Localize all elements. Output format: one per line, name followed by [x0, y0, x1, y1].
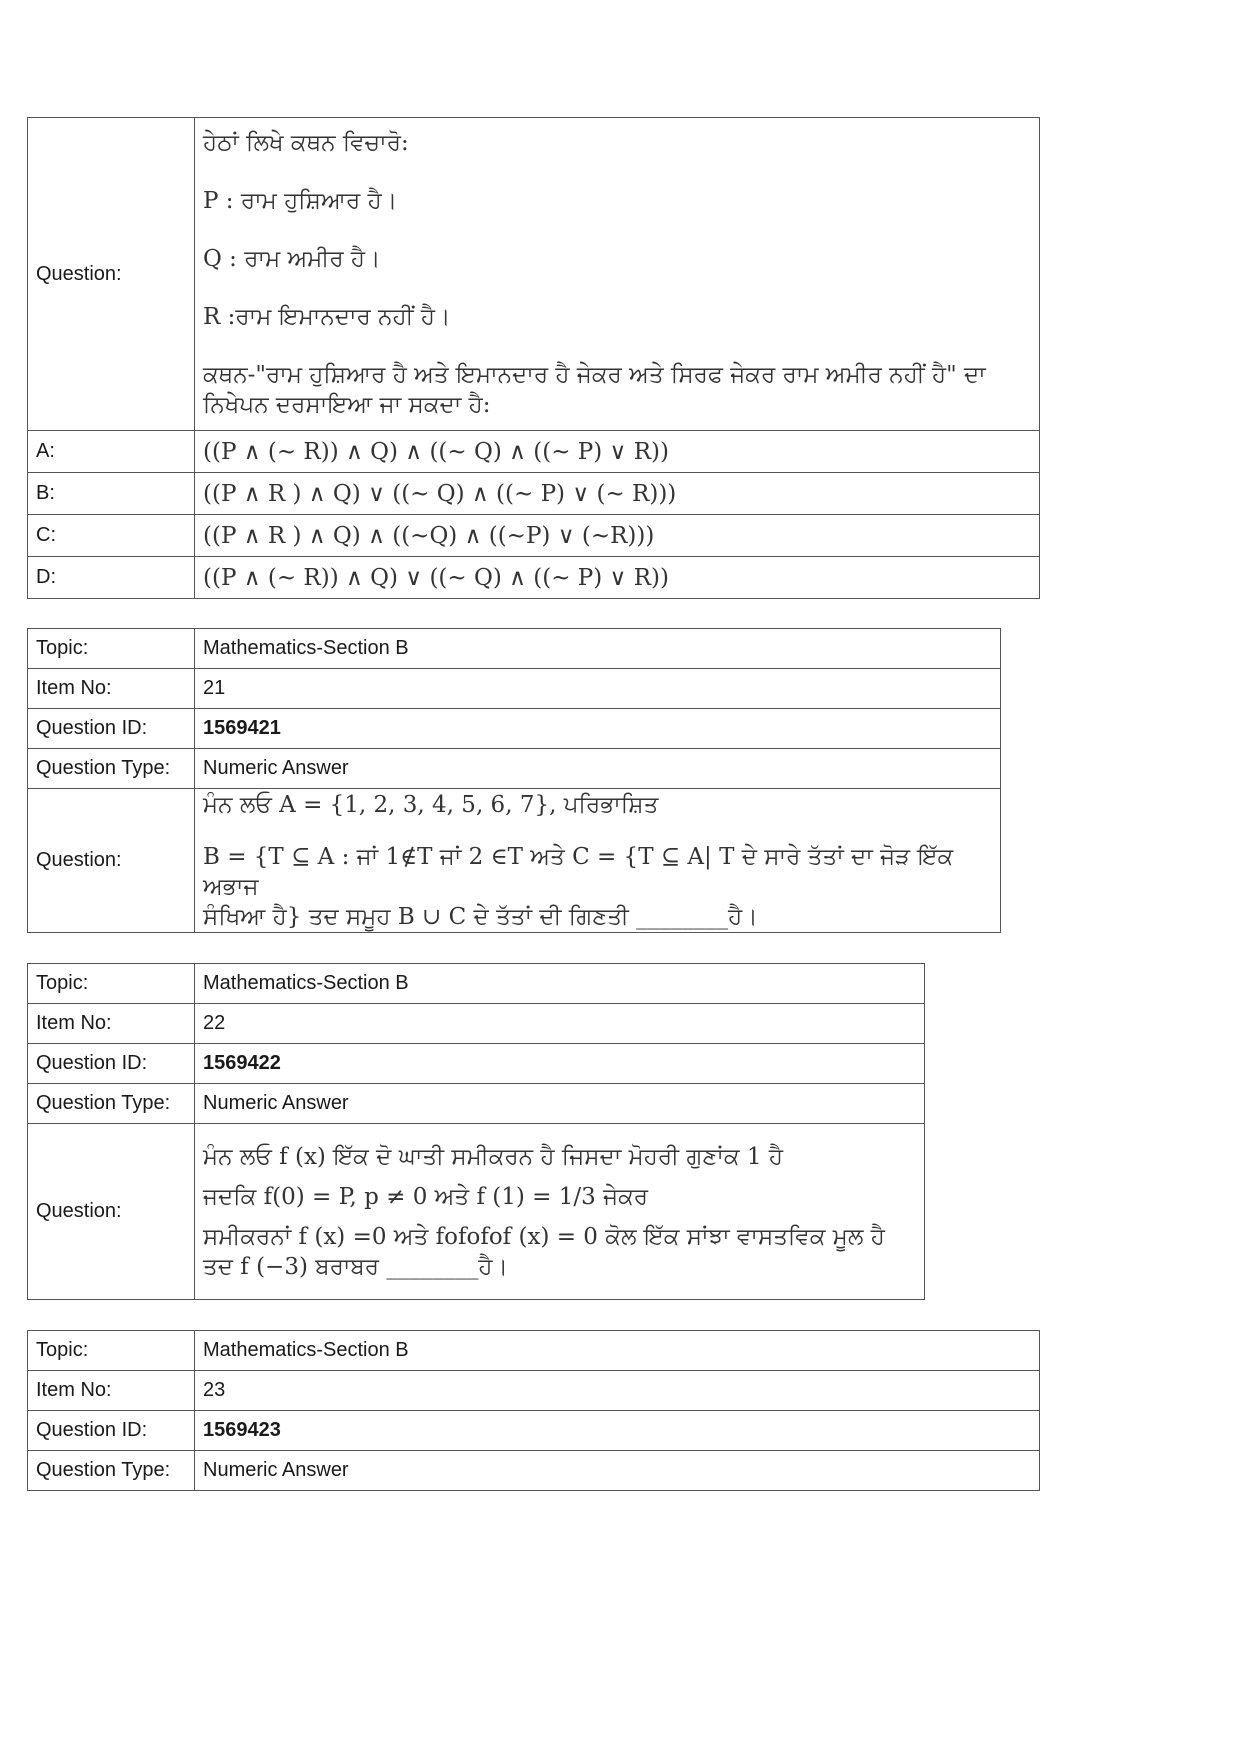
- question-line: ਮੰਨ ਲਓ A = {1, 2, 3, 4, 5, 6, 7}, ਪਰਿਭਾਸ਼ਿਤ: [203, 791, 659, 818]
- question-label: Question:: [28, 1124, 195, 1300]
- question-id-value: 1569421: [195, 709, 1001, 749]
- topic-value: Mathematics-Section B: [195, 1331, 1040, 1371]
- item-no-value: 21: [195, 669, 1001, 709]
- question-line: ਸੰਖਿਆ ਹੈ} ਤਦ ਸਮੂਹ B ∪ C ਦੇ ਤੱਤਾਂ ਦੀ ਗਿਣਤੀ ________ਹੈ।: [203, 903, 758, 930]
- question-block-20: [27, 117, 1040, 599]
- question-id-label: Question ID:: [28, 709, 195, 749]
- question-type-value: Numeric Answer: [195, 1451, 1040, 1491]
- topic-label: Topic:: [28, 1331, 195, 1371]
- topic-value: Mathematics-Section B: [195, 964, 925, 1004]
- question-line: P : ਰਾਮ ਹੁਸ਼ਿਆਰ ਹੈ।: [203, 188, 398, 214]
- question-type-label: Question Type:: [28, 749, 195, 789]
- question-label: Question:: [28, 789, 195, 933]
- question-text: [195, 789, 1001, 933]
- question-type-value: Numeric Answer: [195, 749, 1001, 789]
- option-a-text: ((P ∧ (~ R)) ∧ Q) ∧ ((~ Q) ∧ ((~ P) ∨ R)): [195, 431, 1040, 473]
- topic-label: Topic:: [28, 964, 195, 1004]
- item-no-value: 22: [195, 1004, 925, 1044]
- topic-value: Mathematics-Section B: [195, 629, 1001, 669]
- question-line: ਤਦ f (−3) ਬਰਾਬਰ ________ਹੈ।: [203, 1253, 508, 1280]
- topic-label: Topic:: [28, 629, 195, 669]
- question-id-label: Question ID:: [28, 1411, 195, 1451]
- option-b-text: ((P ∧ R ) ∧ Q) ∨ ((~ Q) ∧ ((~ P) ∨ (~ R))): [195, 473, 1040, 515]
- question-type-label: Question Type:: [28, 1451, 195, 1491]
- question-block-21: [27, 628, 1001, 933]
- question-line: ਨਿਖੇਪਨ ਦਰਸਾਇਆ ਜਾ ਸਕਦਾ ਹੈ:: [203, 392, 491, 418]
- question-id-value: 1569423: [195, 1411, 1040, 1451]
- item-no-value: 23: [195, 1371, 1040, 1411]
- option-c-text: ((P ∧ R ) ∧ Q) ∧ ((~Q) ∧ ((~P) ∨ (~R))): [195, 515, 1040, 557]
- option-d-text: ((P ∧ (~ R)) ∧ Q) ∨ ((~ Q) ∧ ((~ P) ∨ R)): [195, 557, 1040, 599]
- question-line: ਕਥਨ-"ਰਾਮ ਹੁਸ਼ਿਆਰ ਹੈ ਅਤੇ ਇਮਾਨਦਾਰ ਹੈ ਜੇਕਰ ਅਤੇ ਸਿਰਫ ਜੇਕਰ ਰਾਮ ਅਮੀਰ ਨਹੀਂ ਹੈ" ਦਾ: [203, 362, 986, 388]
- question-label: Question:: [28, 118, 195, 431]
- item-no-label: Item No:: [28, 1371, 195, 1411]
- option-d-label: D:: [28, 557, 195, 599]
- question-text: [195, 118, 1040, 431]
- question-id-label: Question ID:: [28, 1044, 195, 1084]
- item-no-label: Item No:: [28, 669, 195, 709]
- option-c-label: C:: [28, 515, 195, 557]
- question-id-value: 1569422: [195, 1044, 925, 1084]
- question-block-22: [27, 963, 925, 1300]
- question-line: Q : ਰਾਮ ਅਮੀਰ ਹੈ।: [203, 246, 381, 272]
- question-type-value: Numeric Answer: [195, 1084, 925, 1124]
- question-line: B = {T ⊆ A : ਜਾਂ 1∉T ਜਾਂ 2 ∈T ਅਤੇ C = {T ⊆ A| T ਦੇ ਸਾਰੇ ਤੱਤਾਂ ਦਾ ਜੋੜ ਇੱਕ ਅਭਾਜ: [203, 843, 954, 900]
- question-type-label: Question Type:: [28, 1084, 195, 1124]
- question-line: ਹੇਠਾਂ ਲਿਖੇ ਕਥਨ ਵਿਚਾਰੋ:: [203, 130, 409, 156]
- item-no-label: Item No:: [28, 1004, 195, 1044]
- question-block-23: [27, 1330, 1040, 1491]
- question-line: R :ਰਾਮ ਇਮਾਨਦਾਰ ਨਹੀਂ ਹੈ।: [203, 304, 451, 330]
- option-a-label: A:: [28, 431, 195, 473]
- question-text: [195, 1124, 925, 1300]
- question-line: ਮੰਨ ਲਓ f (x) ਇੱਕ ਦੋ ਘਾਤੀ ਸਮੀਕਰਨ ਹੈ ਜਿਸਦਾ ਮੋਹਰੀ ਗੁਣਾਂਕ 1 ਹੈ: [203, 1143, 783, 1170]
- question-line: ਜਦਕਿ f(0) = P, p ≠ 0 ਅਤੇ f (1) = 1/3 ਜੇਕਰ: [203, 1183, 649, 1210]
- option-b-label: B:: [28, 473, 195, 515]
- question-line: ਸਮੀਕਰਨਾਂ f (x) =0 ਅਤੇ fofofof (x) = 0 ਕੋਲ ਇੱਕ ਸਾਂਝਾ ਵਾਸਤਵਿਕ ਮੂਲ ਹੈ: [203, 1223, 885, 1250]
